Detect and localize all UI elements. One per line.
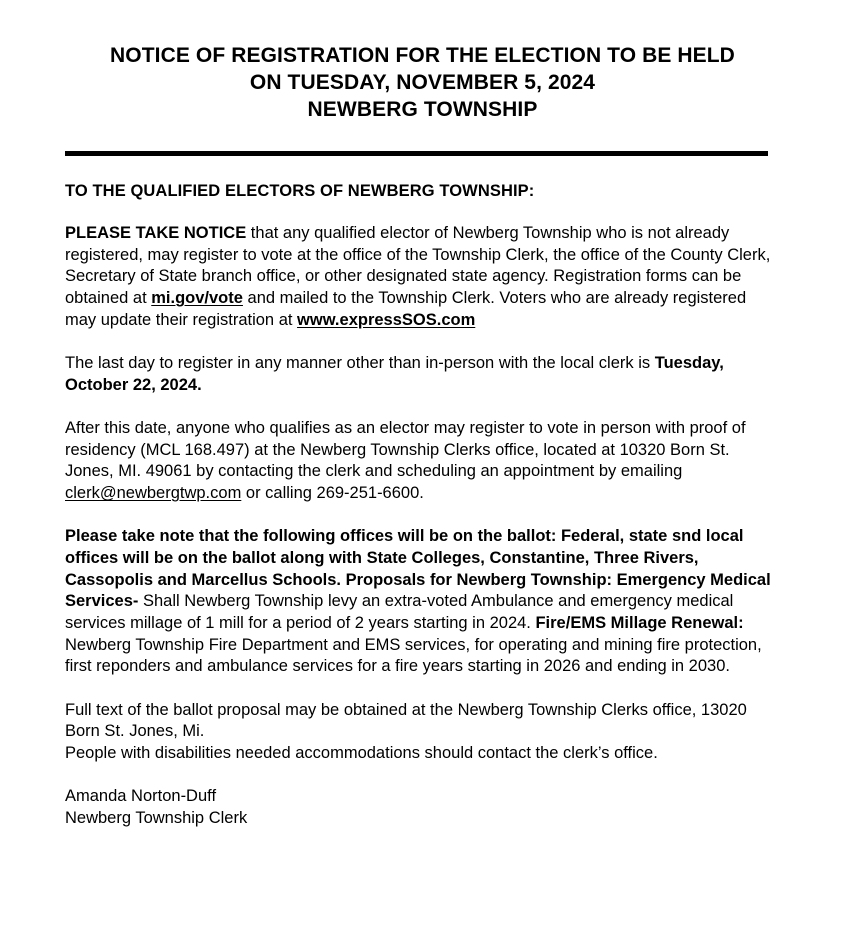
title-line: NOTICE OF REGISTRATION FOR THE ELECTION TO BE HELD	[110, 44, 735, 67]
text-segment: that any qualified elector of Newberg Township who is not already registered, may register to vote at the office of the Township Clerk, the office of the County Clerk, Secretary of State branch office, or other designated state agency. Registration forms can be obtained at	[65, 224, 771, 308]
title-line: ON TUESDAY, NOVEMBER 5, 2024	[249, 71, 596, 94]
full-text-paragraph	[65, 700, 780, 765]
title-divider	[65, 151, 768, 156]
body-paragraphs	[65, 223, 780, 765]
text-segment: Full text of the ballot proposal may be obtained at the Newberg Township Clerks office, 13020 Born St. Jones, Mi.	[65, 700, 747, 741]
link-mi-gov-vote: mi.gov/vote	[151, 289, 243, 308]
text-segment: People with disabilities needed accommodations should contact the clerk’s office.	[65, 744, 658, 763]
document-title	[65, 42, 780, 123]
link-expresssos: www.expressSOS.com	[297, 310, 476, 329]
link-clerk-email: clerk@newbergtwp.com	[65, 484, 242, 503]
text-segment: and mailed to the Township Clerk. Voters who are already registered may update their registration at	[65, 289, 747, 329]
signature-name: Amanda Norton-Duff	[65, 787, 217, 806]
salutation: TO THE QUALIFIED ELECTORS OF NEWBERG TOWNSHIP:	[65, 182, 535, 200]
title-line: NEWBERG TOWNSHIP	[307, 98, 538, 121]
text-segment: Please take note that the following offices will be on the ballot: Federal, state snd local offices will be on the ballot along with State Colleges, Constantine, Three Rivers, Cassopolis and Marcellus Schools. Proposals for Newberg Township: Emergency Medical Services-	[65, 527, 771, 611]
text-segment: PLEASE TAKE NOTICE	[65, 224, 247, 242]
in-person-registration-paragraph	[65, 418, 780, 505]
ballot-offices-paragraph	[65, 526, 780, 678]
text-segment: or calling 269-251-6600.	[241, 484, 424, 503]
signature-title: Newberg Township Clerk	[65, 808, 248, 827]
deadline-paragraph	[65, 353, 780, 396]
text-segment: Tuesday, October 22, 2024.	[65, 354, 724, 394]
text-segment: Shall Newberg Township levy an extra-voted Ambulance and emergency medical services millage of 1 mill for a period of 2 years starting in 2024.	[65, 592, 734, 633]
signature-block	[65, 786, 780, 829]
text-segment: After this date, anyone who qualifies as an elector may register to vote in person with proof of residency (MCL 168.497) at the Newberg Township Clerks office, located at 10320 Born St. Jones, MI. 49061 by contacting the clerk and scheduling an appointment by emailing	[65, 418, 746, 481]
text-segment: The last day to register in any manner other than in-person with the local clerk is	[65, 354, 655, 373]
notice-paragraph	[65, 223, 780, 332]
text-segment: Fire/EMS Millage Renewal:	[535, 614, 744, 633]
text-segment: Newberg Township Fire Department and EMS services, for operating and mining fire protection, first reponders and ambulance services for a fire years starting in 2026 and ending in 2030.	[65, 635, 762, 676]
